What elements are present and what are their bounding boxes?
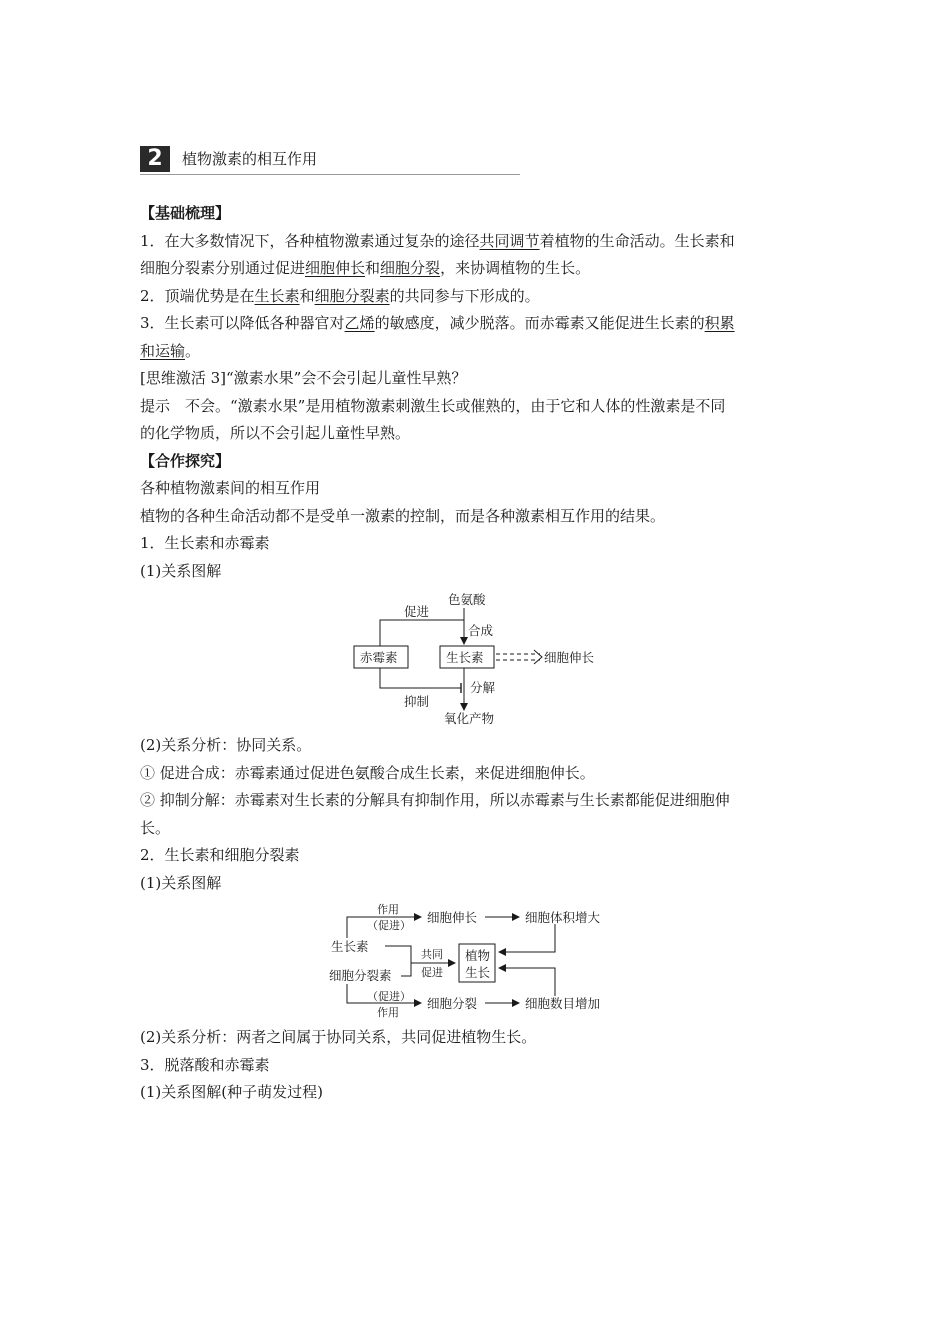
basics-paragraph-3 bbox=[140, 310, 820, 338]
text: ，来协调植物的生长。 bbox=[440, 259, 591, 277]
subsection-1-point-2b: 长。 bbox=[140, 818, 171, 837]
hint-line-2: 的化学物质，所以不会引起儿童性早熟。 bbox=[140, 424, 411, 442]
label-division: 细胞分裂 bbox=[427, 996, 478, 1011]
label-synthesis: 合成 bbox=[468, 623, 494, 638]
text: 1．在大多数情况下，各种植物激素通过复杂的途径 bbox=[140, 231, 480, 250]
explore-topic: 各种植物激素间的相互作用 bbox=[140, 479, 321, 497]
subsection-1-analysis: (2)关系分析：协同关系。 bbox=[140, 736, 312, 754]
basics-paragraph-1-cont bbox=[140, 255, 820, 283]
subsection-2-analysis: (2)关系分析：两者之间属于协同关系，共同促进植物生长。 bbox=[140, 1028, 537, 1046]
label-act-top: 作用 bbox=[377, 903, 399, 916]
answer-blank: 积累 bbox=[704, 314, 735, 332]
answer-blank: 共同调节 bbox=[479, 231, 540, 250]
label-elongation: 细胞伸长 bbox=[427, 910, 478, 925]
label-volume: 细胞体积增大 bbox=[525, 910, 601, 925]
text: 的敏感度，减少脱落。而赤霉素又能促进生长素的 bbox=[374, 314, 705, 332]
line-inhibit bbox=[380, 668, 461, 688]
answer-blank: 乙烯 bbox=[344, 314, 375, 332]
text: 的共同参与下形成的。 bbox=[389, 286, 540, 305]
label-inhibit: 抑制 bbox=[404, 694, 430, 709]
subsection-3-title: 3．脱落酸和赤霉素 bbox=[140, 1055, 270, 1074]
answer-blank: 细胞伸长 bbox=[305, 259, 366, 277]
subsection-2-sub: (1)关系图解 bbox=[140, 873, 222, 892]
text: 2．顶端优势是在 bbox=[140, 286, 255, 305]
subsection-3-sub: (1)关系图解(种子萌发过程) bbox=[140, 1083, 323, 1101]
answer-blank: 细胞分裂素 bbox=[314, 286, 390, 305]
arrow-volume-growth bbox=[499, 924, 555, 952]
section-title: 植物激素的相互作用 bbox=[182, 150, 318, 168]
subsection-2-title: 2．生长素和细胞分裂素 bbox=[140, 846, 300, 864]
line-promote bbox=[380, 620, 464, 646]
label-elongation: 细胞伸长 bbox=[544, 650, 595, 665]
label-tryptophan: 色氨酸 bbox=[448, 592, 486, 607]
basics-heading: 【基础梳理】 bbox=[140, 204, 231, 222]
subsection-1-point-2a: ② 抑制分解：赤霉素对生长素的分解具有抑制作用，所以赤霉素与生长素都能促进细胞伸 bbox=[140, 791, 730, 809]
label-number: 细胞数目增加 bbox=[525, 996, 601, 1011]
think-question: [思维激活 3]“激素水果”会不会引起儿童性早熟？ bbox=[140, 369, 467, 387]
label-plant-1: 植物 bbox=[465, 948, 491, 963]
basics-paragraph-1 bbox=[140, 228, 820, 256]
subsection-1-sub: (1)关系图解 bbox=[140, 561, 222, 580]
subsection-1-title: 1．生长素和赤霉素 bbox=[140, 534, 270, 552]
label-promote-mid: 促进 bbox=[421, 966, 443, 979]
answer-blank: 生长素 bbox=[254, 286, 300, 305]
label-gibberellin: 赤霉素 bbox=[360, 650, 398, 665]
section-header bbox=[140, 146, 520, 175]
diagram-auxin-gibberellin bbox=[340, 588, 620, 730]
arrow-elongation-head bbox=[534, 650, 542, 664]
answer-blank: 和运输 bbox=[140, 341, 186, 360]
text: 细胞分裂素分别通过促进 bbox=[140, 259, 306, 277]
label-promote-bot: （促进） bbox=[367, 990, 411, 1003]
answer-blank: 细胞分裂 bbox=[380, 259, 441, 277]
label-auxin: 生长素 bbox=[331, 939, 369, 954]
label-together: 共同 bbox=[421, 948, 443, 961]
explore-intro: 植物的各种生命活动都不是受单一激素的控制，而是各种激素相互作用的结果。 bbox=[140, 506, 666, 525]
section-number: 2 bbox=[140, 146, 170, 172]
text: 和 bbox=[299, 286, 315, 305]
arrow-number-growth bbox=[499, 968, 555, 996]
analysis-block-1 bbox=[140, 732, 820, 897]
text: 和 bbox=[365, 259, 381, 277]
diagram-auxin-cytokinin bbox=[325, 900, 625, 1022]
text: 。 bbox=[185, 341, 201, 360]
basics-block bbox=[140, 200, 820, 585]
label-oxidation: 氧化产物 bbox=[444, 711, 495, 726]
label-auxin: 生长素 bbox=[446, 650, 484, 665]
text: 3．生长素可以降低各种器官对 bbox=[140, 314, 345, 332]
basics-paragraph-2 bbox=[140, 283, 820, 311]
explore-heading: 【合作探究】 bbox=[140, 451, 231, 470]
analysis-block-2 bbox=[140, 1024, 820, 1107]
text: 着植物的生命活动。生长素和 bbox=[539, 231, 735, 250]
label-promote: 促进 bbox=[404, 604, 430, 619]
label-plant-2: 生长 bbox=[465, 965, 491, 980]
label-promote-top: （促进） bbox=[367, 919, 411, 932]
label-decompose: 分解 bbox=[470, 680, 496, 695]
hint-line-1: 提示 不会。“激素水果”是用植物激素刺激生长或催熟的，由于它和人体的性激素是不同 bbox=[140, 396, 726, 415]
label-cytokinin: 细胞分裂素 bbox=[329, 968, 392, 983]
subsection-1-point-1: ① 促进合成：赤霉素通过促进色氨酸合成生长素，来促进细胞伸长。 bbox=[140, 763, 595, 782]
label-act-bot: 作用 bbox=[377, 1006, 399, 1019]
basics-paragraph-3-cont bbox=[140, 338, 820, 366]
